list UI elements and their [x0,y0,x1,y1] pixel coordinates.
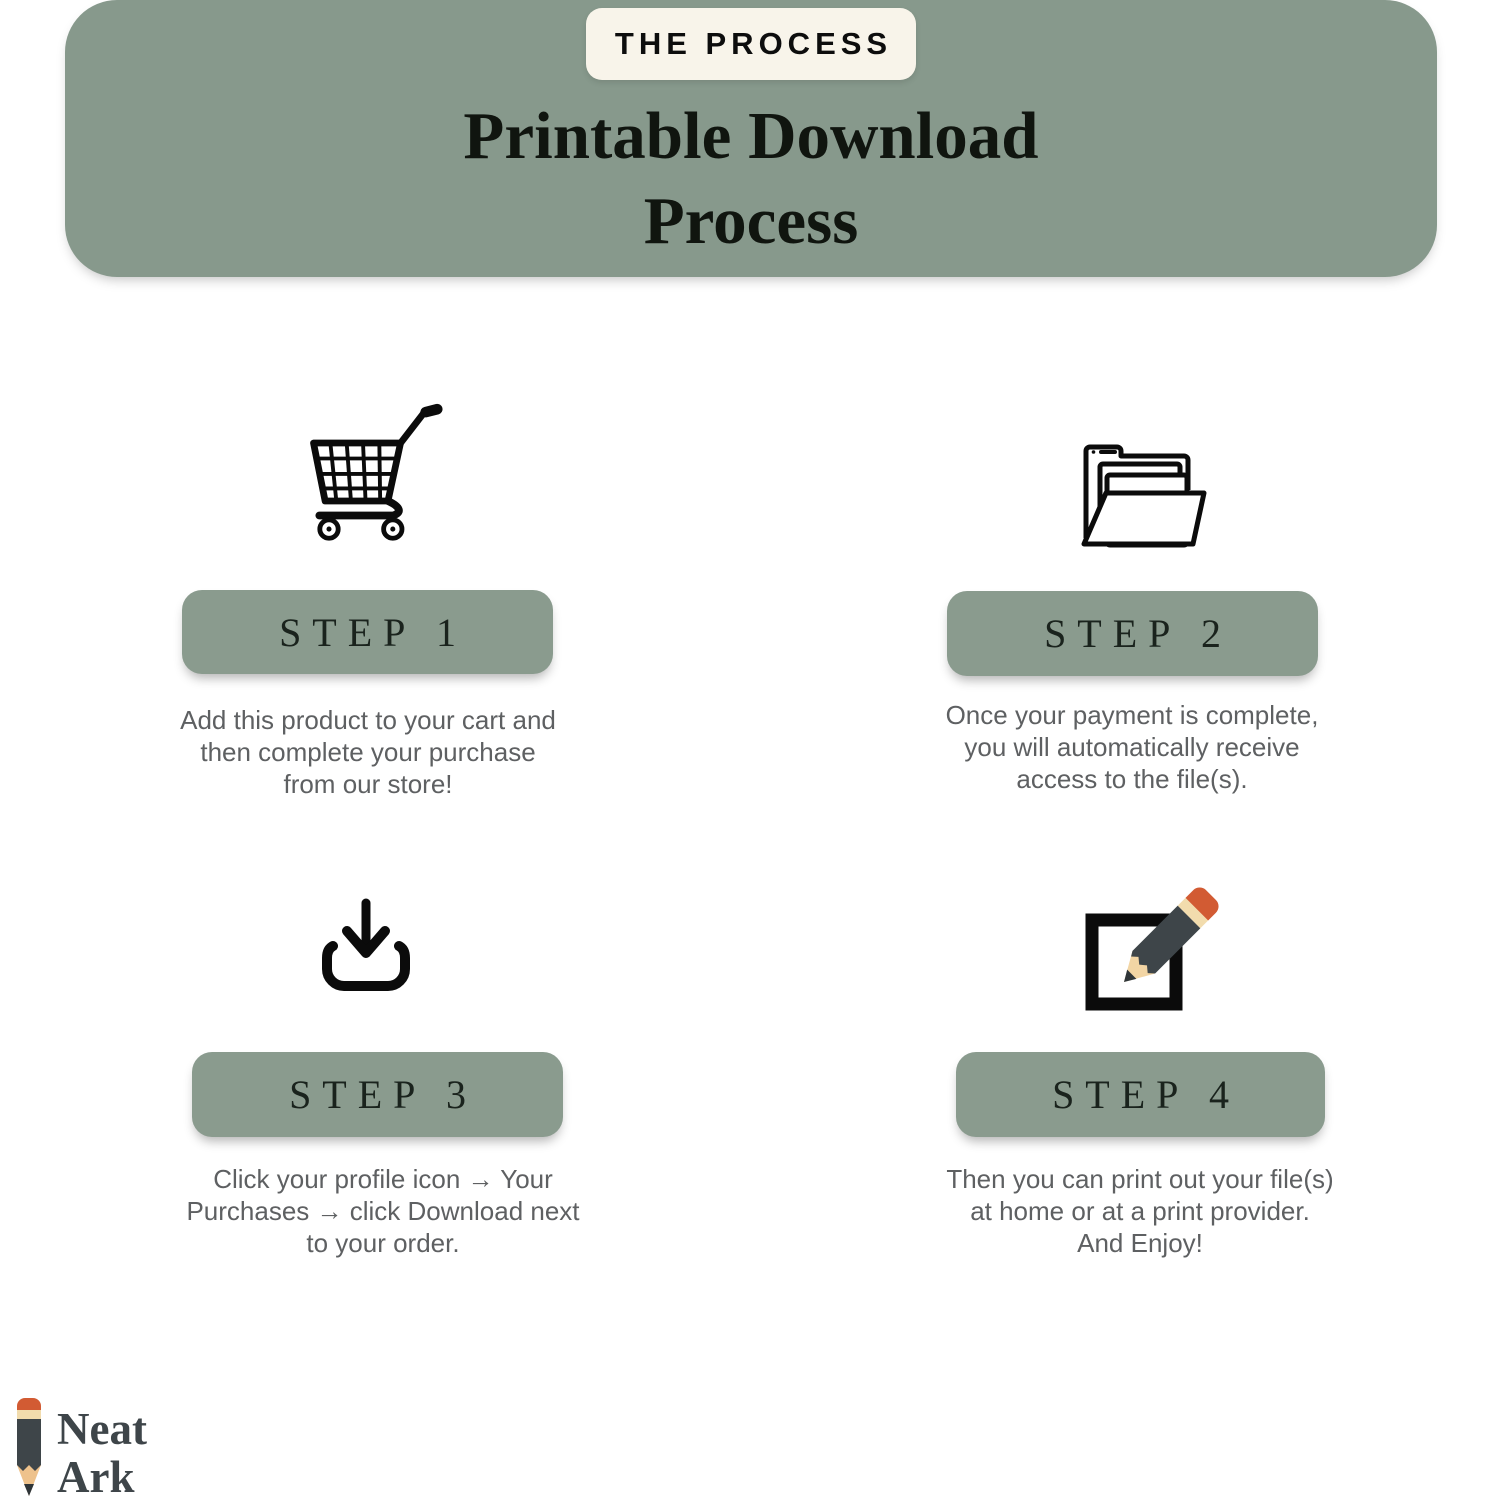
step-1-button [182,590,553,674]
page-title [65,94,1437,264]
download-icon [320,893,412,1005]
step-3-button [192,1052,563,1137]
logo-line1: Neat [57,1404,147,1454]
shopping-cart-icon [300,398,445,548]
step-1-label: STEP 1 [279,609,467,655]
step-4-line3: And Enjoy! [1077,1228,1203,1258]
step-1-line1: Add this product to your cart and [180,705,556,735]
step-2-label: STEP 2 [1044,611,1232,656]
page-title-line1: Printable Download [463,99,1039,173]
step-4-button [956,1052,1325,1137]
step-1-description [148,704,588,800]
badge-label: THE PROCESS [614,26,893,61]
step-3-line2: Purchases → click Download next [186,1196,580,1226]
folder-files-icon [1076,438,1216,550]
step-2-button [947,591,1318,676]
logo-line2: Ark [57,1452,135,1502]
badge-the-process [586,8,916,80]
step-1-line3: from our store! [283,769,453,799]
step-3-label: STEP 3 [289,1072,477,1117]
step-3-line3: to your order. [306,1228,460,1258]
logo-wordmark [57,1405,147,1501]
step-2-line2: you will automatically receive [964,732,1300,762]
step-1-line2: then complete your purchase [200,737,536,767]
step-3-line1: Click your profile icon → Your [213,1164,553,1194]
step-2-line3: access to the file(s). [1016,764,1248,794]
step-4-description [920,1163,1360,1259]
pencil-checkbox-icon [1078,884,1238,1019]
step-2-line1: Once your payment is complete, [945,700,1319,730]
step-4-line1: Then you can print out your file(s) [946,1164,1334,1194]
logo-pencil-icon [12,1397,46,1499]
step-4-label: STEP 4 [1052,1072,1240,1117]
step-4-line2: at home or at a print provider. [970,1196,1310,1226]
page-title-line2: Process [643,184,859,258]
step-2-description [912,699,1352,795]
step-3-description [163,1163,603,1259]
